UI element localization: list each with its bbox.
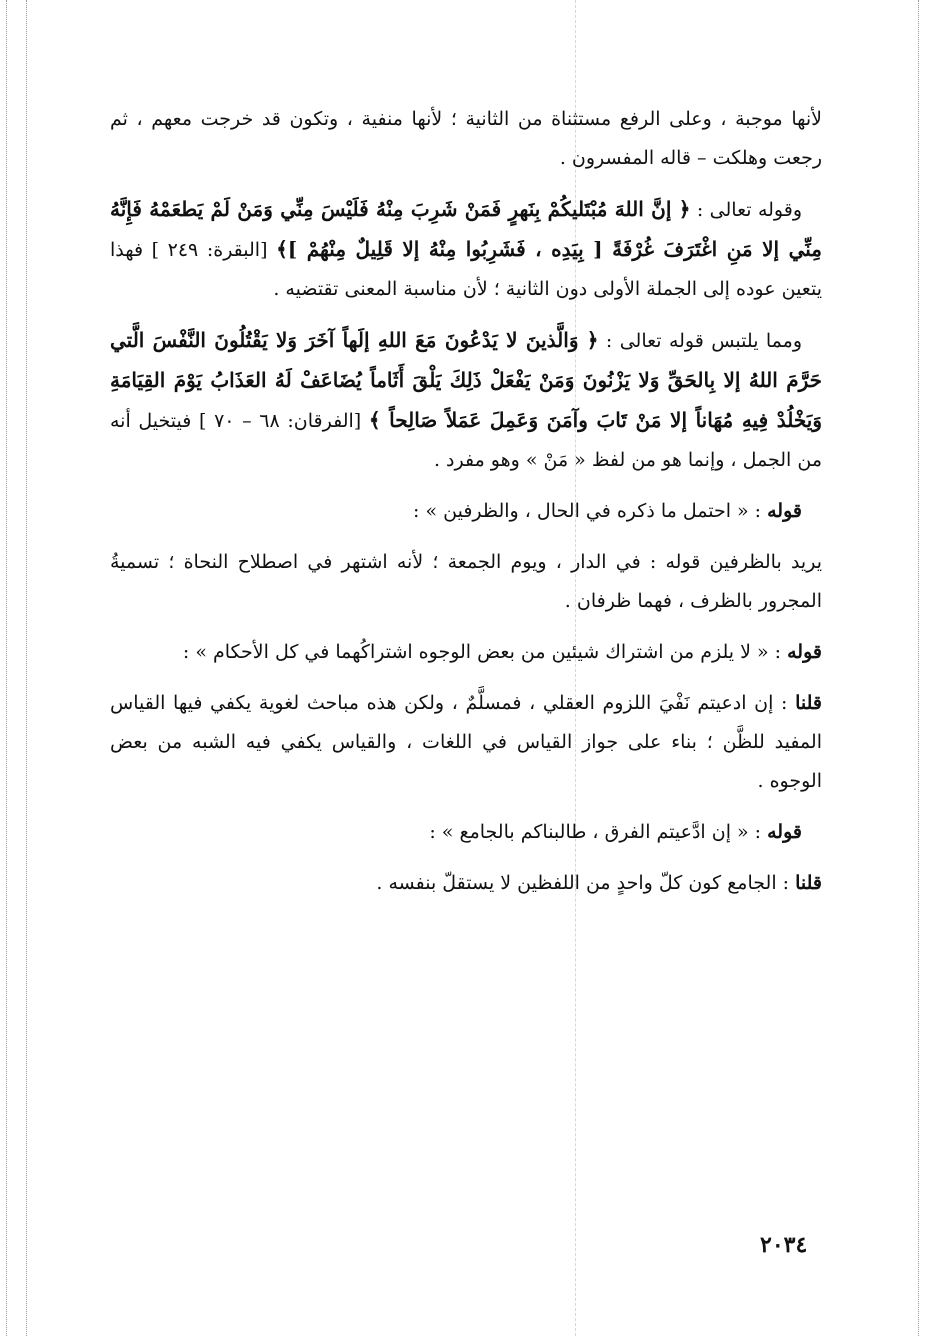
quran-verse: ﴿ وَالَّذينَ لا يَدْعُونَ مَعَ اللهِ إلَهاً آخَرَ وَلا يَقْتُلُونَ النَّفْسَ الَّتي حَرَّمَ اللهُ إلا بِالحَقِّ وَلا يَزْنُونَ وَمَنْ يَفْعَلْ ذَلِكَ يَلْقَ أَثَاماً يُضَاعَفْ لَهُ العَذَابُ يَوْمَ القِيَامَةِ وَيَخْلُدْ فِيهِ مُهَاناً إلا مَنْ تَابَ وآمَنَ وَعَمِلَ عَمَلاً صَالِحاً ﴾ (110, 328, 822, 432)
paragraph-label: قلنا (795, 692, 822, 714)
paragraph-text: لأنها موجبة ، وعلى الرفع مستثناة من الثانية ؛ لأنها منفية ، وتكون قد خرجت معهم ، ثم رجعت وهلكت – قاله المفسرون . (110, 108, 822, 169)
paragraph-label: قوله (767, 500, 802, 522)
paragraph-tail: [البقرة: ٢٤٩ ] فهذا يتعين عوده إلى الجملة الأولى دون الثانية ؛ لأن مناسبة المعنى تقتضيه . (110, 239, 822, 300)
paragraph-qawluhu-1 (110, 492, 822, 531)
page-body (110, 100, 822, 915)
quran-verse: ﴿ إنَّ اللهَ مُبْتَليكُمْ بِنَهرٍ فَمَنْ شَرِبَ مِنْهُ فَلَيْسَ مِنِّي وَمَنْ لَمْ يَطعَمْهُ فَإِنَّهُ مِنِّي إلا مَنِ اغْتَرَفَ غُرْفَةً [ بِيَدِه ، فَشَرِبُوا مِنْهُ إلا قَلِيلٌ مِنْهُمْ ]﴾ (110, 197, 823, 261)
paragraph-text: : « لا يلزم من اشتراك شيئين من بعض الوجوه اشتراكُهما في كل الأحكام » : (182, 641, 788, 663)
paragraph-text: : إن ادعيتم نَفْيَ اللزوم العقلي ، فمسلَّمٌ ، ولكن هذه مباحث لغوية يكفي فيها القياس المفيد للظَّن ؛ بناء على جواز القياس في اللغات ، والقياس يكفي فيه الشبه من بعض الوجوه . (110, 692, 822, 792)
paragraph-label: قوله (767, 821, 802, 843)
paragraph-qawluhu-3 (110, 813, 822, 852)
paragraph-lead: ومما يلتبس قوله تعالى : (598, 330, 802, 352)
paragraph-tail: [الفرقان: ٦٨ – ٧٠ ] فيتخيل أنه من الجمل ، وإنما هو من لفظ « مَنْ » وهو مفرد . (110, 410, 822, 471)
paragraph-text: يريد بالظرفين قوله : في الدار ، ويوم الجمعة ؛ لأنه اشتهر في اصطلاح النحاة ؛ تسميةُ المجرور بالظرف ، فهما ظرفان . (110, 551, 822, 612)
paragraph-explanation (110, 543, 822, 621)
right-edge-dots (918, 0, 919, 1336)
paragraph-qulna-2 (110, 864, 822, 903)
paragraph-text: : « إن ادَّعيتم الفرق ، طالبناكم بالجامع » : (429, 821, 768, 843)
paragraph-qulna-1 (110, 684, 822, 801)
paragraph-label: قوله (787, 641, 822, 663)
paragraph-qawluhu-2 (110, 633, 822, 672)
paragraph-lead: وقوله تعالى : (690, 199, 803, 221)
paragraph-furqan-verse (110, 321, 822, 480)
page-number: ٢٠٣٤ (760, 1232, 808, 1258)
paragraph-text: : « احتمل ما ذكره في الحال ، والظرفين » : (413, 500, 768, 522)
paragraph-label: قلنا (795, 872, 822, 894)
left-edge-dots (6, 0, 7, 1336)
paragraph-continuation (110, 100, 822, 178)
paragraph-text: : الجامع كون كلّ واحدٍ من اللفظين لا يستقلّ بنفسه . (376, 872, 796, 894)
left-edge-dots-inner (26, 0, 27, 1336)
paragraph-baqarah-verse (110, 190, 822, 309)
